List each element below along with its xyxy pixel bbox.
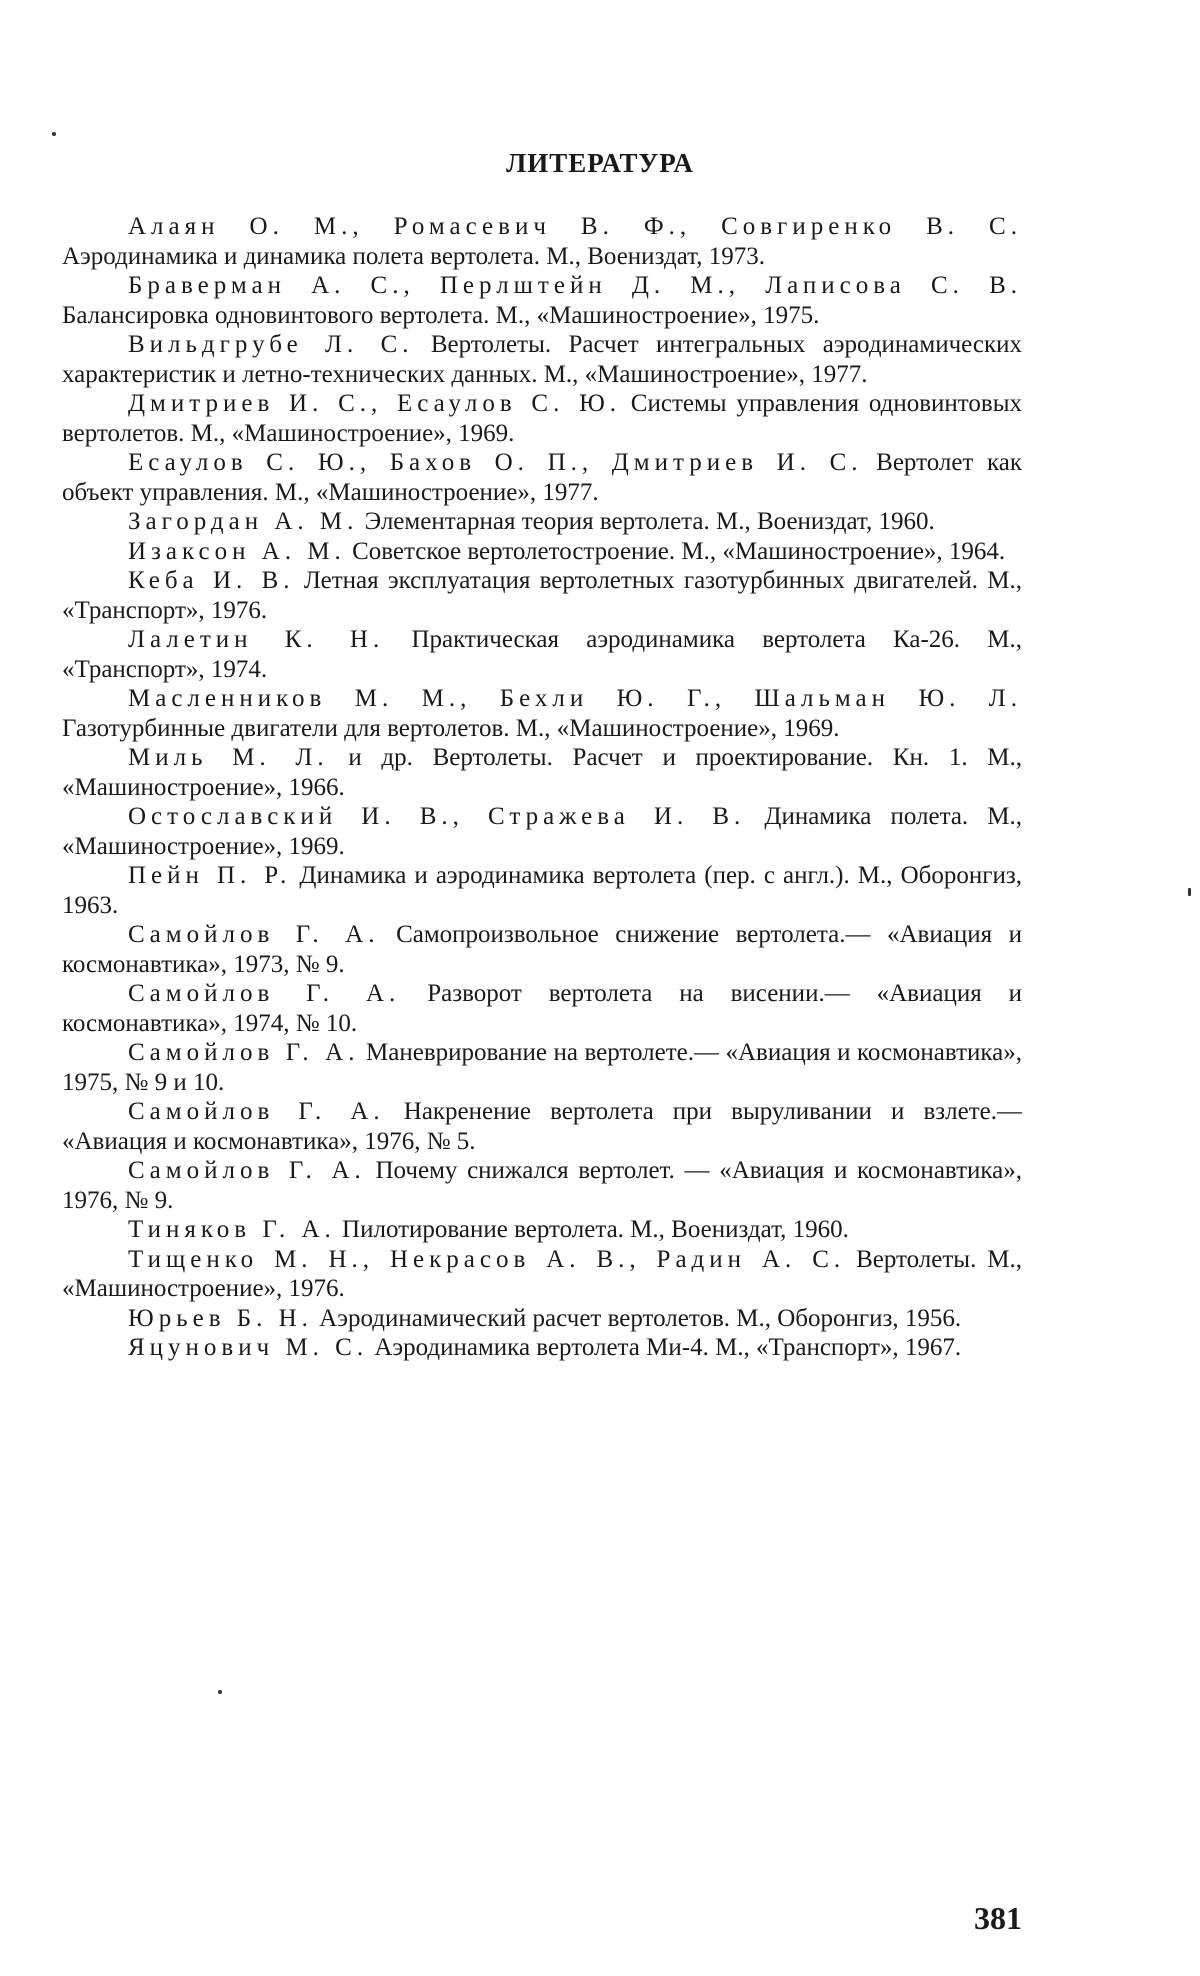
reference-item — [62, 743, 1022, 802]
reference-author: Вильдгрубе Л. С. — [128, 331, 414, 358]
reference-item — [62, 507, 1022, 537]
reference-item — [62, 537, 1022, 567]
reference-item — [62, 389, 1022, 448]
reference-author: Есаулов С. Ю., Бахов О. П., Дмитриев И. С. — [128, 449, 863, 476]
reference-item — [62, 979, 1022, 1038]
reference-author: Самойлов Г. А. — [128, 980, 401, 1007]
reference-text: Вертолеты. М., «Машиностроение», 1976. — [62, 1245, 1022, 1302]
reference-item — [62, 1215, 1022, 1245]
print-speck — [1188, 888, 1191, 896]
reference-text: Элементарная теория вертолета. М., Воениздат, 1960. — [364, 508, 935, 535]
reference-item — [62, 1097, 1022, 1156]
reference-author: Самойлов Г. А. — [128, 1157, 366, 1184]
reference-author: Самойлов Г. А. — [128, 921, 380, 948]
reference-text: Советское вертолетостроение. М., «Машиностроение», 1964. — [352, 537, 1006, 565]
reference-author: Самойлов Г. А. — [128, 1039, 360, 1066]
reference-text: Аэродинамический расчет вертолетов. М., Оборонгиз, 1956. — [319, 1304, 962, 1332]
reference-text: Маневрирование на вертолете.— «Авиация и космонавтика», 1975, № 9 и 10. — [62, 1039, 1022, 1096]
reference-text: Пилотирование вертолета. М., Воениздат, 1960. — [342, 1216, 849, 1243]
reference-author: Яцунович М. С. — [128, 1334, 369, 1361]
reference-text: Накренение вертолета при выруливании и взлете.— «Авиация и космонавтика», 1976, № 5. — [62, 1098, 1022, 1155]
reference-item — [62, 1333, 1022, 1363]
reference-text: Вертолет как объект управления. М., «Машиностроение», 1977. — [62, 449, 1023, 506]
reference-author: Масленников М. М., Бехли Ю. Г., Шальман Ю. Л. — [128, 685, 1022, 712]
reference-author: Браверман А. С., Перлштейн Д. М., Лаписова С. В. — [128, 272, 1022, 299]
reference-text: и др. Вертолеты. Расчет и проектирование. Кн. 1. М., «Машиностроение», 1966. — [62, 744, 1023, 801]
reference-text: Самопроизвольное снижение вертолета.— «Авиация и космонавтика», 1973, № 9. — [62, 921, 1022, 978]
reference-item — [62, 1038, 1022, 1097]
reference-list — [62, 212, 1022, 1363]
page-number: 381 — [974, 1900, 1022, 1936]
reference-item — [62, 448, 1022, 507]
reference-author: Изаксон А. М. — [128, 537, 346, 565]
reference-text: Аэродинамика вертолета Ми-4. М., «Транспорт», 1967. — [374, 1334, 962, 1361]
reference-author: Загордан А. М. — [128, 508, 359, 535]
reference-text: Динамика полета. М., «Машиностроение», 1969. — [62, 803, 1023, 860]
reference-author: Тищенко М. Н., Некрасов А. В., Радин А. С. — [128, 1245, 846, 1273]
reference-author: Юрьев Б. Н. — [128, 1304, 313, 1332]
reference-text: Разворот вертолета на висении.— «Авиация и космонавтика», 1974, № 10. — [62, 980, 1022, 1037]
reference-text: Аэродинамика и динамика полета вертолета. М., Воениздат, 1973. — [62, 242, 765, 270]
reference-author: Алаян О. М., Ромасевич В. Ф., Совгиренко В. С. — [128, 213, 1022, 240]
print-speck — [52, 132, 56, 136]
reference-text: Динамика и аэродинамика вертолета (пер. с англ.). М., Оборонгиз, 1963. — [62, 862, 1022, 919]
reference-item — [62, 625, 1022, 684]
reference-text: Практическая аэродинамика вертолета Ка-26. М., «Транспорт», 1974. — [62, 626, 1022, 683]
reference-text: Вертолеты. Расчет интегральных аэродинамических характеристик и летно-технических данных. М., «Машиностроение», 1977. — [62, 331, 1023, 388]
reference-text: Балансировка одновинтового вертолета. М., «Машиностроение», 1975. — [62, 301, 820, 329]
reference-author: Кеба И. В. — [128, 567, 295, 594]
reference-item — [62, 1304, 1022, 1334]
reference-author: Самойлов Г. А. — [128, 1098, 385, 1125]
reference-text: Газотурбинные двигатели для вертолетов. М., «Машиностроение», 1969. — [62, 714, 840, 742]
reference-text: Почему снижался вертолет. — «Авиация и космонавтика», 1976, № 9. — [62, 1157, 1023, 1214]
print-speck — [218, 1690, 222, 1694]
reference-item — [62, 920, 1022, 979]
reference-author: Пейн П. Р. — [128, 862, 292, 889]
reference-item — [62, 330, 1022, 389]
reference-text: Летная эксплуатация вертолетных газотурбинных двигателей. М., «Транспорт», 1976. — [62, 567, 1023, 624]
reference-item — [62, 861, 1022, 920]
reference-item — [62, 1156, 1022, 1215]
reference-item — [62, 802, 1022, 861]
reference-item — [62, 212, 1022, 271]
reference-author: Дмитриев И. С., Есаулов С. Ю. — [128, 390, 622, 417]
reference-item — [62, 271, 1022, 330]
reference-item — [62, 1245, 1022, 1304]
reference-item — [62, 566, 1022, 625]
reference-author: Миль М. Л. — [128, 744, 329, 771]
reference-author: Лалетин К. Н. — [128, 626, 385, 653]
reference-item — [62, 684, 1022, 743]
reference-text: Системы управления одновинтовых вертолетов. М., «Машиностроение», 1969. — [62, 390, 1022, 447]
reference-author: Тиняков Г. А. — [128, 1216, 336, 1243]
page-title: ЛИТЕРАТУРА — [506, 148, 694, 178]
reference-author: Остославский И. В., Стражева И. В. — [128, 803, 746, 830]
